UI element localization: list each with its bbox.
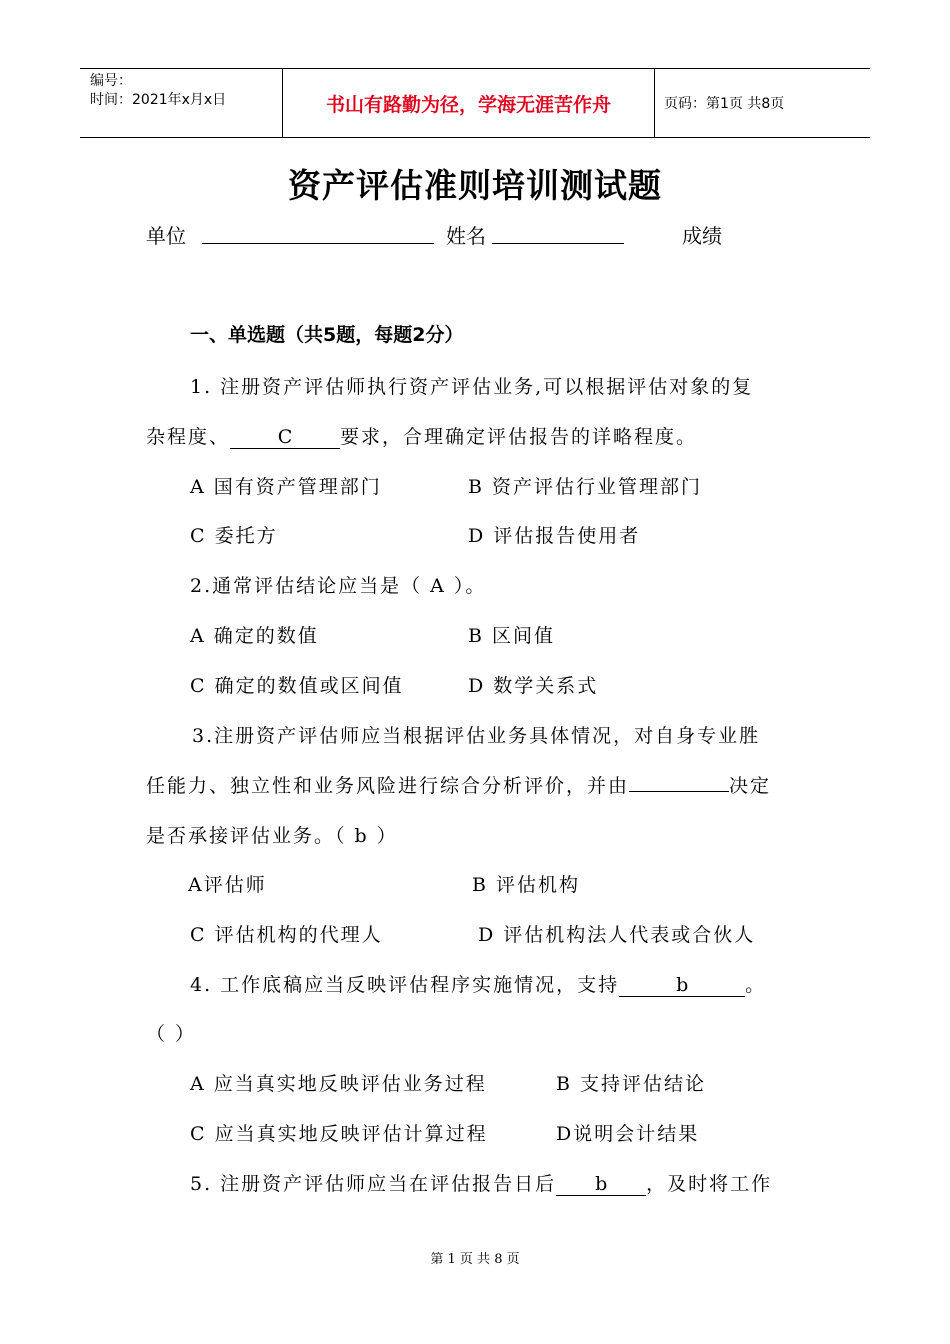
q3-option-d: D 评估机构法人代表或合伙人	[478, 924, 756, 946]
q4-option-d: D说明会计结果	[556, 1123, 700, 1145]
q5-line1-post: ，及时将工作	[646, 1173, 773, 1195]
q3-answer-blank[interactable]	[629, 791, 729, 792]
section-title: 一、单选题（共5题，每题2分）	[190, 324, 464, 346]
header-meta-cell	[80, 69, 282, 137]
q4-option-c: C 应当真实地反映评估计算过程	[190, 1123, 488, 1145]
q3-line1: 3.注册资产评估师应当根据评估业务具体情况，对自身专业胜	[192, 725, 761, 747]
header-page-info: 页码：第1页 共8页	[664, 96, 785, 112]
q2-option-d: D 数学关系式	[468, 675, 599, 697]
q1-line2-pre: 杂程度、	[146, 426, 231, 448]
q2-option-a: A 确定的数值	[190, 625, 319, 647]
q2-option-b: B 区间值	[468, 625, 556, 647]
q1-line2	[146, 422, 697, 449]
q3-line2	[146, 771, 771, 798]
q4-option-a: A 应当真实地反映评估业务过程	[190, 1073, 487, 1095]
page-footer: 第 1 页 共 8 页	[430, 1252, 520, 1267]
q4-line2: （ ）	[146, 1023, 197, 1045]
q4-answer-blank[interactable]: b	[619, 974, 745, 997]
q3-option-c: C 评估机构的代理人	[190, 924, 383, 946]
q2-stem: 2.通常评估结论应当是（ A ）。	[190, 575, 487, 597]
unit-blank[interactable]	[202, 243, 434, 244]
q3-line2-pre: 任能力、独立性和业务风险进行综合分析评价，并由	[146, 775, 630, 797]
q1-line1: 1. 注册资产评估师执行资产评估业务,可以根据评估对象的复	[190, 376, 754, 398]
q1-line2-post: 要求，合理确定评估报告的详略程度。	[340, 426, 698, 448]
q4-line1-pre: 4. 工作底稿应当反映评估程序实施情况，支持	[190, 974, 620, 996]
page-title: 资产评估准则培训测试题	[288, 166, 662, 205]
q5-line1-pre: 5. 注册资产评估师应当在评估报告日后	[190, 1173, 557, 1195]
document-header	[80, 68, 870, 138]
unit-label: 单位	[146, 224, 186, 248]
q5-answer-blank[interactable]: b	[556, 1173, 646, 1196]
q2-option-c: C 确定的数值或区间值	[190, 675, 404, 697]
header-motto: 书山有路勤为径，学海无涯苦作舟	[325, 93, 611, 116]
q1-option-d: D 评估报告使用者	[468, 525, 641, 547]
header-divider	[654, 69, 655, 137]
q1-option-c: C 委托方	[190, 525, 278, 547]
name-label: 姓名	[446, 224, 486, 248]
time-label: 时间：2021年x月x日	[90, 92, 227, 108]
q3-line2-post: 决定	[729, 775, 772, 797]
q4-line1-post: 。	[745, 974, 767, 996]
q4-option-b: B 支持评估结论	[556, 1073, 707, 1095]
score-label: 成绩	[682, 224, 722, 248]
q5-line1	[190, 1169, 772, 1196]
name-blank[interactable]	[492, 243, 624, 244]
q1-answer-blank[interactable]: C	[230, 426, 340, 449]
q3-line3: 是否承接评估业务。（ b ）	[146, 825, 398, 847]
q3-option-b: B 评估机构	[472, 874, 581, 896]
q3-option-a: A评估师	[188, 874, 267, 896]
q1-option-a: A 国有资产管理部门	[190, 476, 382, 498]
q4-line1	[190, 970, 766, 997]
number-label: 编号：	[90, 73, 132, 89]
q1-option-b: B 资产评估行业管理部门	[468, 476, 703, 498]
